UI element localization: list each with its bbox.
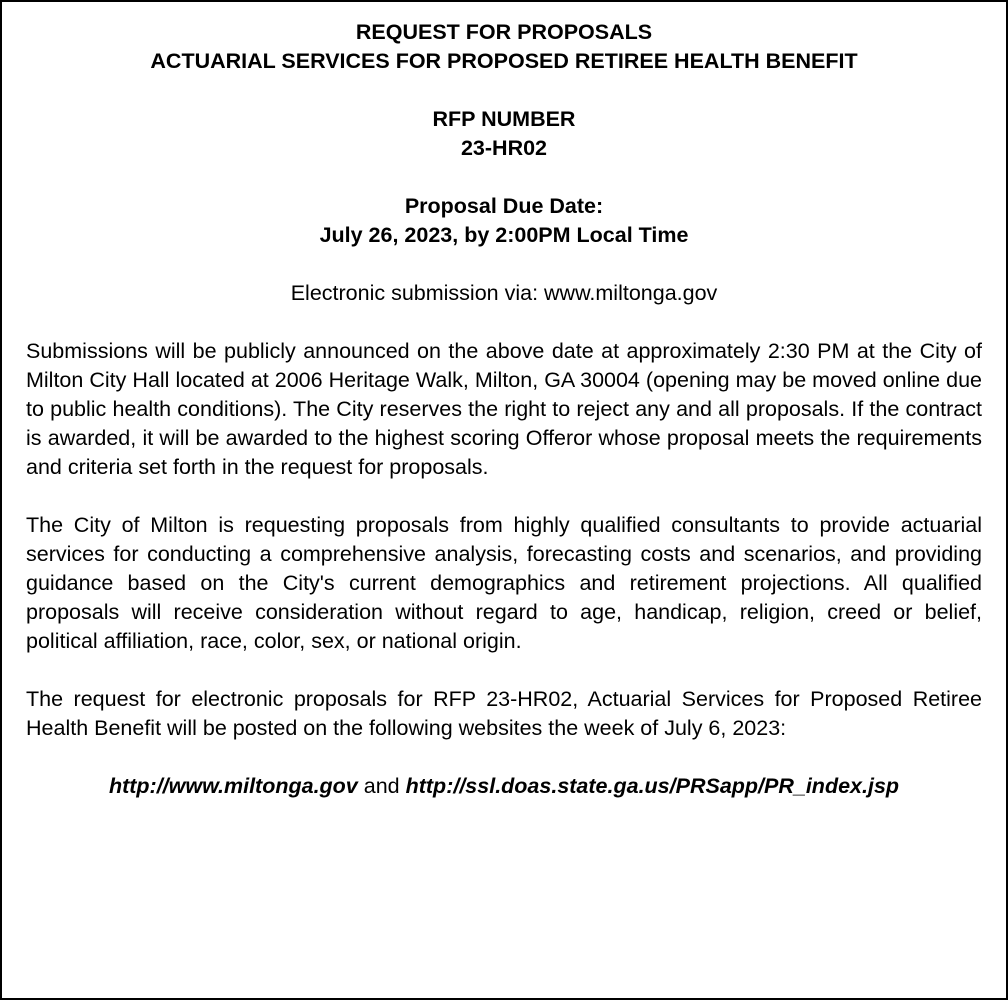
due-date-label: Proposal Due Date: bbox=[404, 194, 604, 218]
submission-line: Electronic submission via: www.miltonga.gov bbox=[290, 281, 718, 305]
paragraph-posting: The request for electronic proposals for RFP 23-HR02, Actuarial Services for Proposed Retiree Health Benefit will be posted on the following websites the week of July 6, 2023: bbox=[26, 687, 982, 740]
notice-title bbox=[26, 18, 982, 76]
title-line-1: REQUEST FOR PROPOSALS bbox=[355, 20, 653, 44]
links-conjunction: and bbox=[357, 774, 406, 798]
website-links bbox=[26, 772, 982, 801]
link-miltonga[interactable]: http://www.miltonga.gov bbox=[108, 774, 358, 798]
due-date-value: July 26, 2023, by 2:00PM Local Time bbox=[319, 223, 689, 247]
title-line-2: ACTUARIAL SERVICES FOR PROPOSED RETIREE HEALTH BENEFIT bbox=[150, 49, 858, 73]
rfp-number-block bbox=[26, 105, 982, 163]
link-doas[interactable]: http://ssl.doas.state.ga.us/PRSapp/PR_index.jsp bbox=[405, 774, 900, 798]
due-date-block bbox=[26, 192, 982, 250]
rfp-number-label: RFP NUMBER bbox=[432, 107, 576, 131]
paragraph-submissions: Submissions will be publicly announced on the above date at approximately 2:30 PM at the City of Milton City Hall located at 2006 Heritage Walk, Milton, GA 30004 (opening may be moved online due to public health conditions). The City reserves the right to reject any and all proposals. If the contract is awarded, it will be awarded to the highest scoring Offeror whose proposal meets the requirements and criteria set forth in the request for proposals. bbox=[26, 339, 982, 479]
rfp-number-value: 23-HR02 bbox=[460, 136, 548, 160]
paragraph-request: The City of Milton is requesting proposals from highly qualified consultants to provide actuarial services for conducting a comprehensive analysis, forecasting costs and scenarios, and providing guidance based on the City's current demographics and retirement projections. All qualified proposals will receive consideration without regard to age, handicap, religion, creed or belief, political affiliation, race, color, sex, or national origin. bbox=[26, 513, 982, 653]
